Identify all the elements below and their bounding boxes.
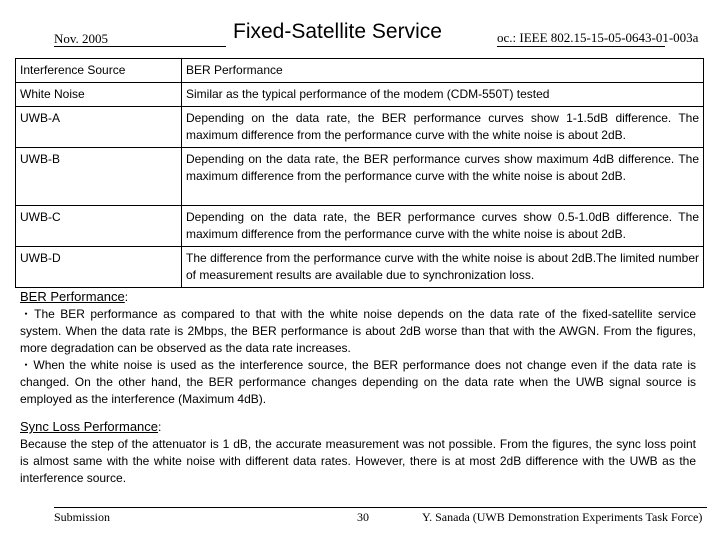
header-rule-right <box>497 46 665 47</box>
interference-source-cell: UWB-B <box>16 148 182 206</box>
sync-section-heading <box>20 418 696 436</box>
ber-paragraph-1: ・The BER performance as compared to that with the white noise depends on the data rate of the fixed-satellite service system. When the data rate is 2Mbps, the BER performance is about 2dB worse than that with the AWGN. From the figures, more degradation can be observed as the data rate increases. <box>20 307 696 355</box>
table-row <box>16 83 704 107</box>
ber-performance-cell: The difference from the performance curve with the white noise is about 2dB.The limited number of measurement results are available due to synchronization loss. <box>182 247 704 288</box>
ber-section-colon: : <box>124 290 129 304</box>
column-header-ber-performance: BER Performance <box>182 59 704 83</box>
table-row <box>16 247 704 288</box>
sync-paragraph: Because the step of the attenuator is 1 dB, the accurate measurement was not possible. From the figures, the sync loss point is almost same with the white noise with different data rates. However, there is at most 2dB difference with the UWB as the interference source. <box>20 437 696 485</box>
ber-performance-cell: Depending on the data rate, the BER performance curves show maximum 4dB difference. The maximum difference from the performance curve with the white noise is about 2dB. <box>182 148 704 206</box>
header-date: Nov. 2005 <box>54 31 109 46</box>
ber-section-heading <box>20 288 696 306</box>
ber-performance-cell: Depending on the data rate, the BER performance curves show 1-1.5dB difference. The maximum difference from the performance curve with the white noise is about 2dB. <box>182 107 704 148</box>
interference-source-cell: UWB-C <box>16 206 182 247</box>
footer-submission: Submission <box>54 510 111 524</box>
interference-source-cell: UWB-A <box>16 107 182 148</box>
sync-section-title: Sync Loss Performance <box>20 419 159 434</box>
header-document-id: oc.: IEEE 802.15-15-05-0643-01-003a <box>497 30 699 45</box>
table-header-row <box>16 59 704 83</box>
footer-page-number: 30 <box>357 510 369 524</box>
ber-performance-cell: Depending on the data rate, the BER performance curves show 0.5-1.0dB difference. The maximum difference from the performance curve with the white noise is about 2dB. <box>182 206 704 247</box>
sync-section-colon: : <box>158 420 162 434</box>
ber-performance-cell: Similar as the typical performance of the modem (CDM-550T) tested <box>182 83 704 107</box>
interference-source-cell: UWB-D <box>16 247 182 288</box>
table-row <box>16 206 704 247</box>
ber-section-title: BER Performance <box>20 289 125 304</box>
interference-source-cell: White Noise <box>16 83 182 107</box>
table-row <box>16 148 704 206</box>
slide-title: Fixed-Satellite Service <box>233 20 442 43</box>
ber-paragraph-2: ・When the white noise is used as the interference source, the BER performance does not change even if the data rate is changed. On the other hand, the BER performance changes depending on the data rate when the UWB signal source is employed as the interference (Maximum 4dB). <box>20 358 696 406</box>
footer-rule <box>54 507 707 508</box>
footer-author: Y. Sanada (UWB Demonstration Experiments Task Force) <box>422 510 703 524</box>
header-rule-left <box>54 46 226 47</box>
section-spacer <box>20 408 696 418</box>
table-row <box>16 107 704 148</box>
body-text <box>20 288 696 487</box>
column-header-interference-source: Interference Source <box>16 59 182 83</box>
ber-performance-table <box>15 58 704 288</box>
